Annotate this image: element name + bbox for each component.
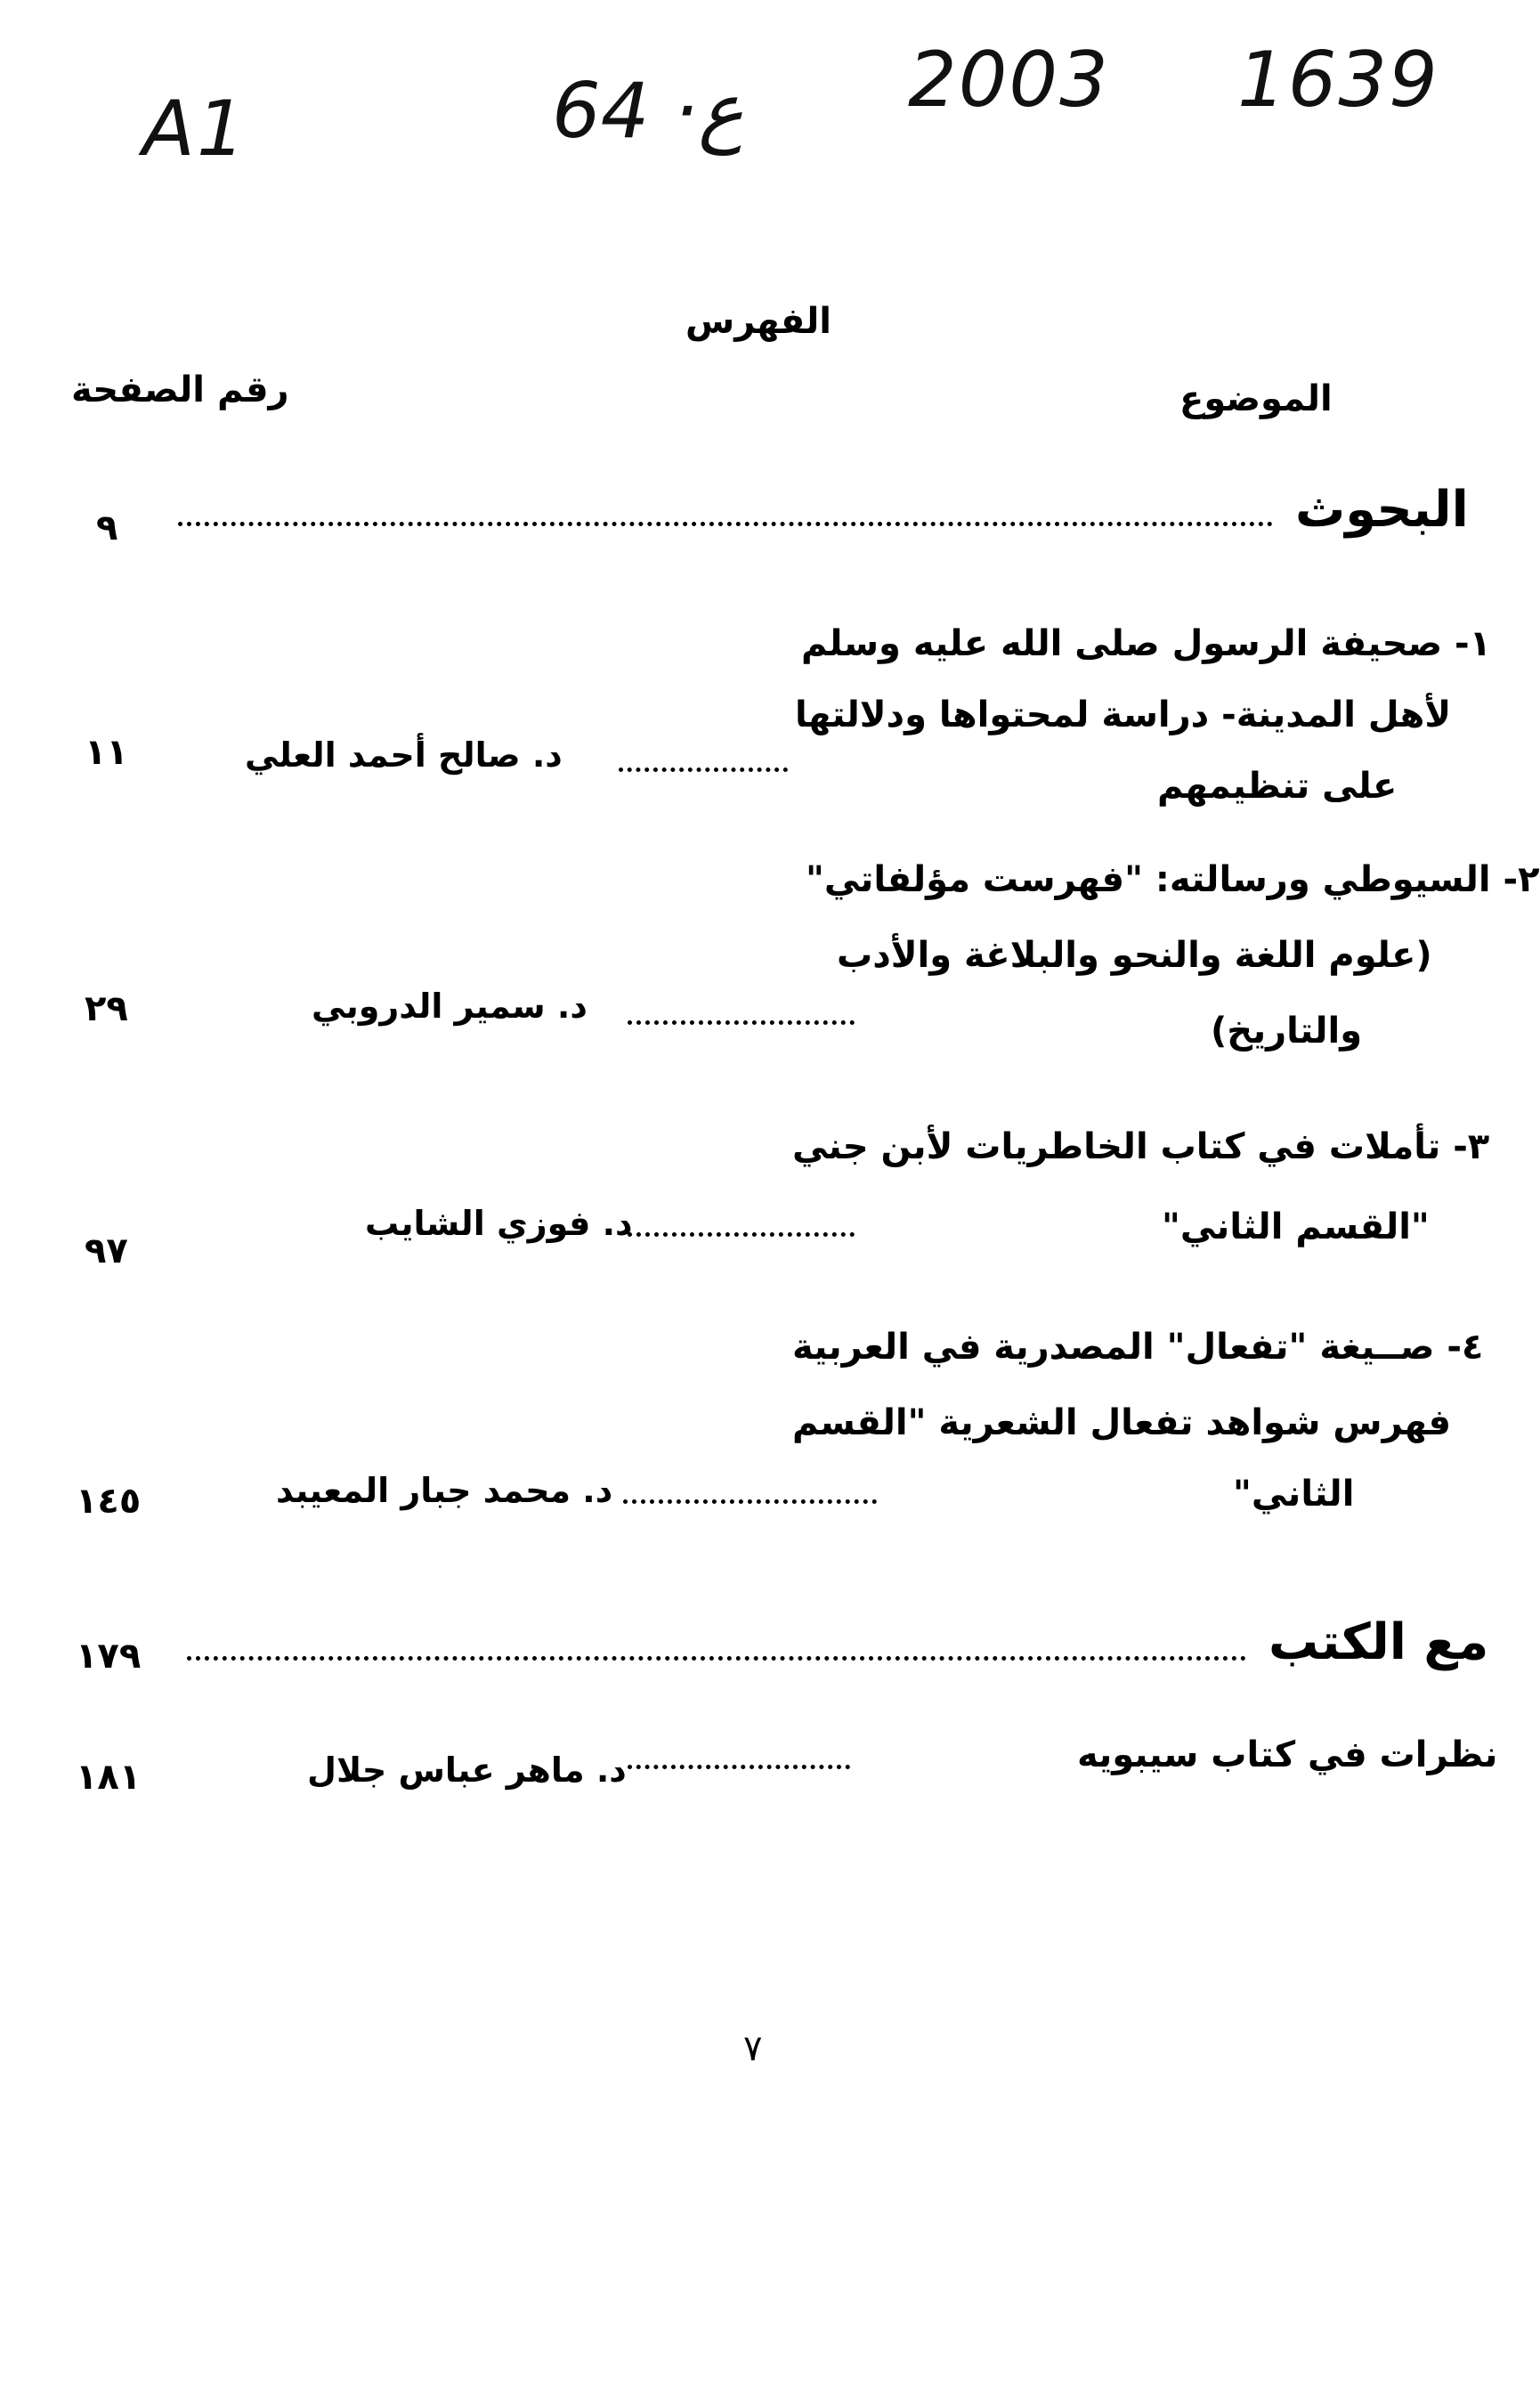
annotation-code: 1639 bbox=[1237, 36, 1439, 125]
entry-4-author: د. محمد جبار المعيبد bbox=[276, 1471, 613, 1510]
annotation-year: 2003 bbox=[908, 36, 1110, 125]
entry-3-author: د. فوزي الشايب bbox=[365, 1204, 633, 1243]
entry-3-leader bbox=[628, 1229, 855, 1237]
index-title: الفهرس bbox=[685, 301, 832, 342]
entry-4-line-2: فهرس شواهد تفعال الشعرية "القسم bbox=[792, 1402, 1452, 1443]
entry-1-page: ١١ bbox=[85, 732, 128, 773]
entry-3-line-1: ٣- تأملات في كتاب الخاطريات لأبن جني bbox=[792, 1126, 1490, 1167]
entry-2-leader bbox=[628, 1017, 855, 1025]
books-section-page: ١٧٩ bbox=[76, 1636, 142, 1677]
research-section-page: ٩ bbox=[96, 508, 118, 548]
books-section-leader bbox=[187, 1653, 1246, 1661]
research-section-heading: البحوث bbox=[1295, 481, 1469, 539]
entry-3-line-2: "القسم الثاني" bbox=[1162, 1206, 1430, 1247]
entry-1-author: د. صالح أحمد العلي bbox=[245, 735, 563, 775]
research-section-leader bbox=[178, 518, 1273, 526]
book-entry-1-page: ١٨١ bbox=[76, 1757, 142, 1798]
book-entry-1-author: د. ماهر عباس جلال bbox=[307, 1750, 627, 1790]
entry-2-line-1: ٢- السيوطي ورسالته: "فهرست مؤلفاتي" bbox=[806, 859, 1540, 900]
entry-1-line-2: لأهل المدينة- دراسة لمحتواها ودلالتها bbox=[795, 694, 1452, 735]
entry-4-line-1: ٤- صــيغة "تفعال" المصدرية في العربية bbox=[792, 1327, 1484, 1368]
entry-1-leader bbox=[619, 764, 788, 772]
entry-4-line-3: الثاني" bbox=[1233, 1474, 1355, 1515]
entry-2-line-2: (علوم اللغة والنحو والبلاغة والأدب bbox=[837, 935, 1432, 976]
book-entry-1-leader bbox=[628, 1761, 850, 1769]
entry-2-line-3: والتاريخ) bbox=[1211, 1011, 1363, 1052]
annotation-a1: A1 bbox=[142, 85, 247, 174]
entry-4-page: ١٤٥ bbox=[76, 1481, 142, 1522]
footer-page-number: ٧ bbox=[743, 2028, 763, 2069]
entry-2-page: ٢٩ bbox=[85, 988, 128, 1029]
subject-column-header: الموضوع bbox=[1179, 378, 1333, 419]
book-entry-1-title: نظرات في كتاب سيبويه bbox=[1077, 1734, 1498, 1775]
entry-1-line-1: ١- صحيفة الرسول صلى الله عليه وسلم bbox=[801, 623, 1492, 664]
annotation-volume: 64 ·ع bbox=[552, 67, 744, 156]
entry-3-page: ٩٧ bbox=[85, 1231, 128, 1271]
entry-1-line-3: على تنظيمهم bbox=[1157, 766, 1398, 807]
entry-4-leader bbox=[623, 1496, 877, 1504]
books-section-heading: مع الكتب bbox=[1268, 1613, 1489, 1671]
page-number-column-header: رقم الصفحة bbox=[71, 370, 289, 410]
entry-2-author: د. سمير الدروبي bbox=[312, 987, 588, 1026]
